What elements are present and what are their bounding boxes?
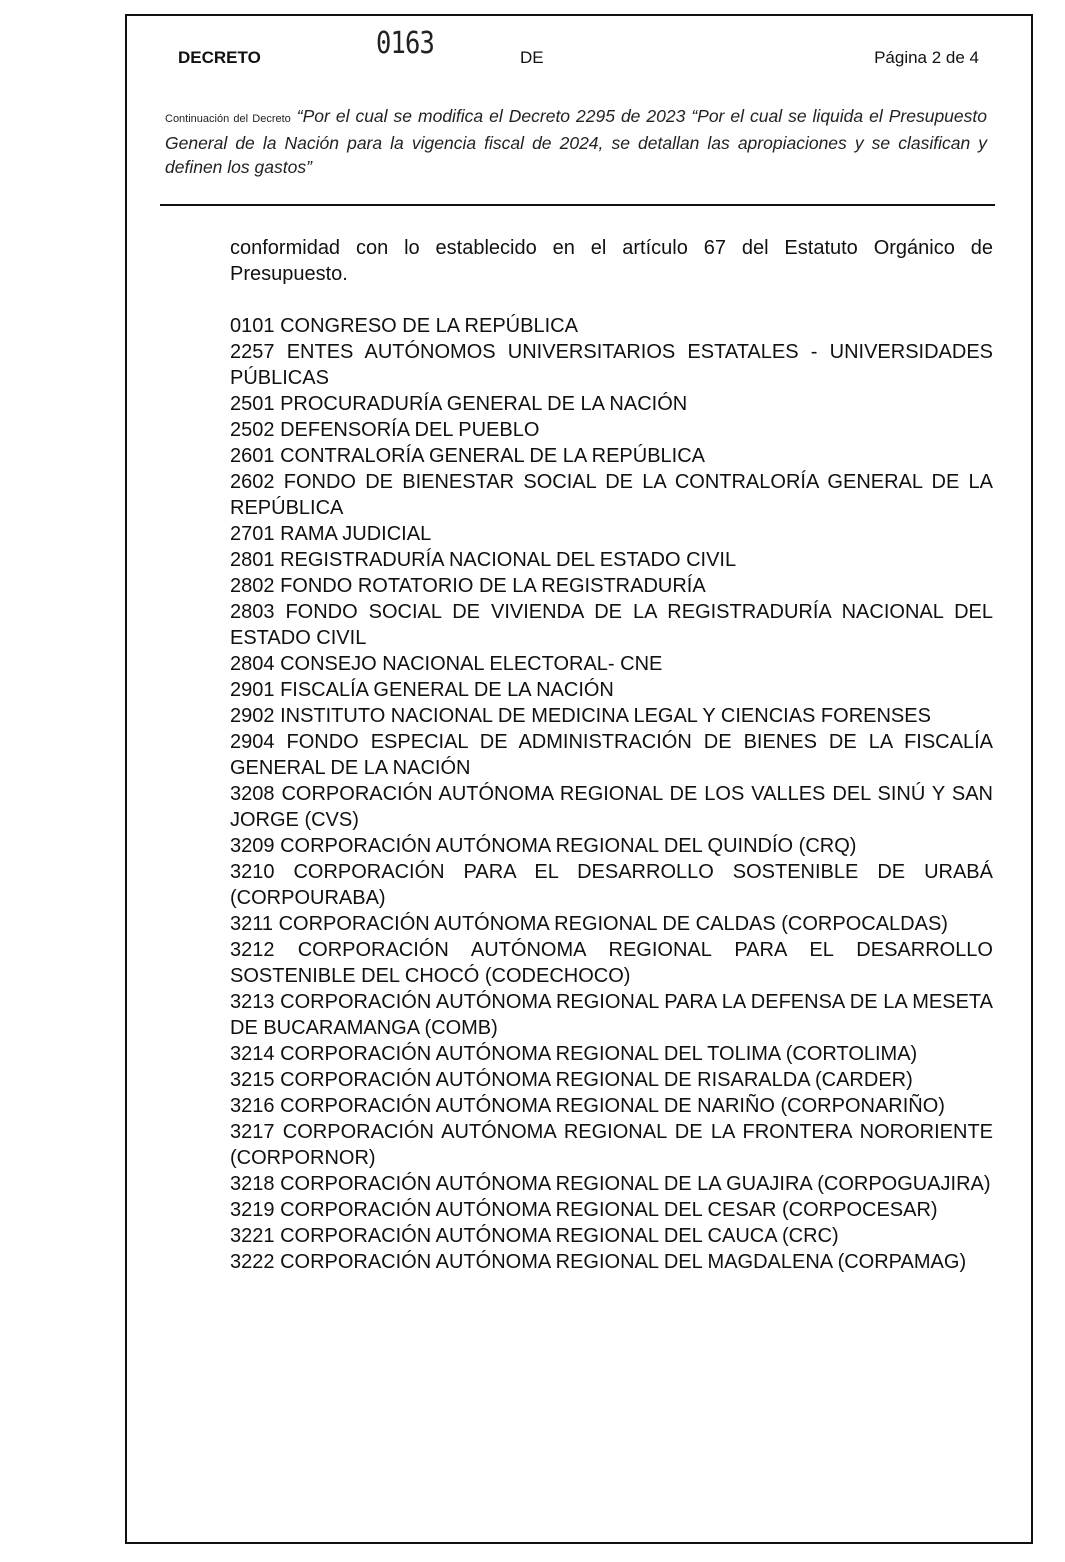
entity-name: CORPORACIÓN PARA EL DESARROLLO SOSTENIBLE DE URABÁ (CORPOURABA) [230,861,993,909]
entity-item [230,1067,993,1093]
entity-name: FONDO ROTATORIO DE LA REGISTRADURÍA [280,575,706,597]
entity-item [230,1041,993,1067]
entity-item [230,573,993,599]
entity-code: 2501 [230,393,275,415]
entity-item [230,313,993,339]
entity-item [230,1171,993,1197]
entity-item [230,703,993,729]
entity-name: CORPORACIÓN AUTÓNOMA REGIONAL PARA EL DESARROLLO SOSTENIBLE DEL CHOCÓ (CODECHOCO) [230,939,993,987]
entity-item [230,833,993,859]
entity-name: CORPORACIÓN AUTÓNOMA REGIONAL DEL CESAR (CORPOCESAR) [280,1199,938,1221]
entity-item [230,859,993,911]
entity-name: RAMA JUDICIAL [280,523,432,545]
entity-code: 2803 [230,601,275,623]
page-indicator: Página 2 de 4 [874,48,979,67]
entity-name: CORPORACIÓN AUTÓNOMA REGIONAL DE LA FRONTERA NORORIENTE (CORPORNOR) [230,1121,993,1169]
entity-item [230,443,993,469]
entity-name: FISCALÍA GENERAL DE LA NACIÓN [280,679,614,701]
entity-code: 2502 [230,419,275,441]
entity-code: 2902 [230,705,275,727]
entity-code: 2802 [230,575,275,597]
entity-code: 3219 [230,1199,275,1221]
entity-name: CONTRALORÍA GENERAL DE LA REPÚBLICA [280,445,706,467]
entity-item [230,547,993,573]
entity-code: 2701 [230,523,275,545]
entity-code: 0101 [230,315,275,337]
entity-name: PROCURADURÍA GENERAL DE LA NACIÓN [280,393,688,415]
entity-code: 3213 [230,991,275,1013]
entity-name: ENTES AUTÓNOMOS UNIVERSITARIOS ESTATALES - UNIVERSIDADES PÚBLICAS [230,341,993,389]
entity-name: REGISTRADURÍA NACIONAL DEL ESTADO CIVIL [280,549,737,571]
entity-name: FONDO ESPECIAL DE ADMINISTRACIÓN DE BIENES DE LA FISCALÍA GENERAL DE LA NACIÓN [230,731,993,779]
entity-item [230,521,993,547]
entity-name: CORPORACIÓN AUTÓNOMA REGIONAL DEL TOLIMA (CORTOLIMA) [280,1043,918,1065]
entity-code: 3215 [230,1069,275,1091]
entity-item [230,599,993,651]
entity-name: DEFENSORÍA DEL PUEBLO [280,419,540,441]
entity-item [230,1197,993,1223]
entity-code: 2901 [230,679,275,701]
continuation-prefix: Continuación del Decreto [165,113,291,125]
entity-code: 3217 [230,1121,275,1143]
entity-code: 3214 [230,1043,275,1065]
entity-name: FONDO SOCIAL DE VIVIENDA DE LA REGISTRADURÍA NACIONAL DEL ESTADO CIVIL [230,601,993,649]
intro-paragraph: conformidad con lo establecido en el artículo 67 del Estatuto Orgánico de Presupuesto. [230,237,993,285]
entity-code: 3221 [230,1225,275,1247]
entity-name: CORPORACIÓN AUTÓNOMA REGIONAL PARA LA DEFENSA DE LA MESETA DE BUCARAMANGA (COMB) [230,991,994,1039]
entity-item [230,417,993,443]
entity-name: CORPORACIÓN AUTÓNOMA REGIONAL DE CALDAS (CORPOCALDAS) [278,913,948,935]
entity-name: CORPORACIÓN AUTÓNOMA REGIONAL DEL MAGDALENA (CORPAMAG) [280,1251,967,1273]
entity-item [230,729,993,781]
entity-code: 2801 [230,549,275,571]
decree-date-label: DE [520,48,544,67]
continuation-title: “Por el cual se modifica el Decreto 2295 de 2023 “Por el cual se liquida el Presupuesto General de la Nación para la vigencia fiscal de 2024, se detallan las apropiaciones y se clasifican y definen los gastos” [165,106,987,177]
entity-item [230,937,993,989]
entity-item [230,1119,993,1171]
entity-item [230,781,993,833]
entity-item [230,1093,993,1119]
entity-name: CORPORACIÓN AUTÓNOMA REGIONAL DE RISARALDA (CARDER) [280,1069,913,1091]
entity-code: 2804 [230,653,275,675]
entity-name: CORPORACIÓN AUTÓNOMA REGIONAL DEL QUINDÍO (CRQ) [280,835,857,857]
entity-name: INSTITUTO NACIONAL DE MEDICINA LEGAL Y CIENCIAS FORENSES [280,705,931,727]
entity-name: CORPORACIÓN AUTÓNOMA REGIONAL DE LA GUAJIRA (CORPOGUAJIRA) [280,1173,991,1195]
entity-code: 3222 [230,1251,275,1273]
entity-item [230,989,993,1041]
entity-item [230,1223,993,1249]
entity-item [230,1249,993,1275]
entity-item [230,651,993,677]
decree-label: DECRETO [178,48,261,67]
entity-code: 2602 [230,471,275,493]
entity-item [230,339,993,391]
entity-item [230,677,993,703]
entity-code: 3212 [230,939,275,961]
header-divider [160,204,995,206]
entity-name: CORPORACIÓN AUTÓNOMA REGIONAL DE LOS VALLES DEL SINÚ Y SAN JORGE (CVS) [230,783,993,831]
entity-code: 3209 [230,835,275,857]
entity-item [230,911,993,937]
entity-item [230,391,993,417]
entity-name: CORPORACIÓN AUTÓNOMA REGIONAL DE NARIÑO (CORPONARIÑO) [280,1095,945,1117]
entity-name: CORPORACIÓN AUTÓNOMA REGIONAL DEL CAUCA (CRC) [280,1225,839,1247]
entity-code: 3216 [230,1095,275,1117]
entity-code: 2904 [230,731,275,753]
document-body [230,235,993,1275]
entity-code: 3210 [230,861,275,883]
continuation-heading [165,104,987,179]
decree-number: 0163 [376,26,435,61]
entity-name: CONSEJO NACIONAL ELECTORAL- CNE [280,653,663,675]
entity-name: FONDO DE BIENESTAR SOCIAL DE LA CONTRALORÍA GENERAL DE LA REPÚBLICA [230,471,994,519]
entity-code: 3218 [230,1173,275,1195]
entity-name: CONGRESO DE LA REPÚBLICA [280,315,578,337]
entity-code: 3211 [230,913,274,935]
entity-item [230,469,993,521]
entity-code: 2257 [230,341,275,363]
entity-code: 2601 [230,445,275,467]
entity-list [230,313,993,1275]
entity-code: 3208 [230,783,275,805]
